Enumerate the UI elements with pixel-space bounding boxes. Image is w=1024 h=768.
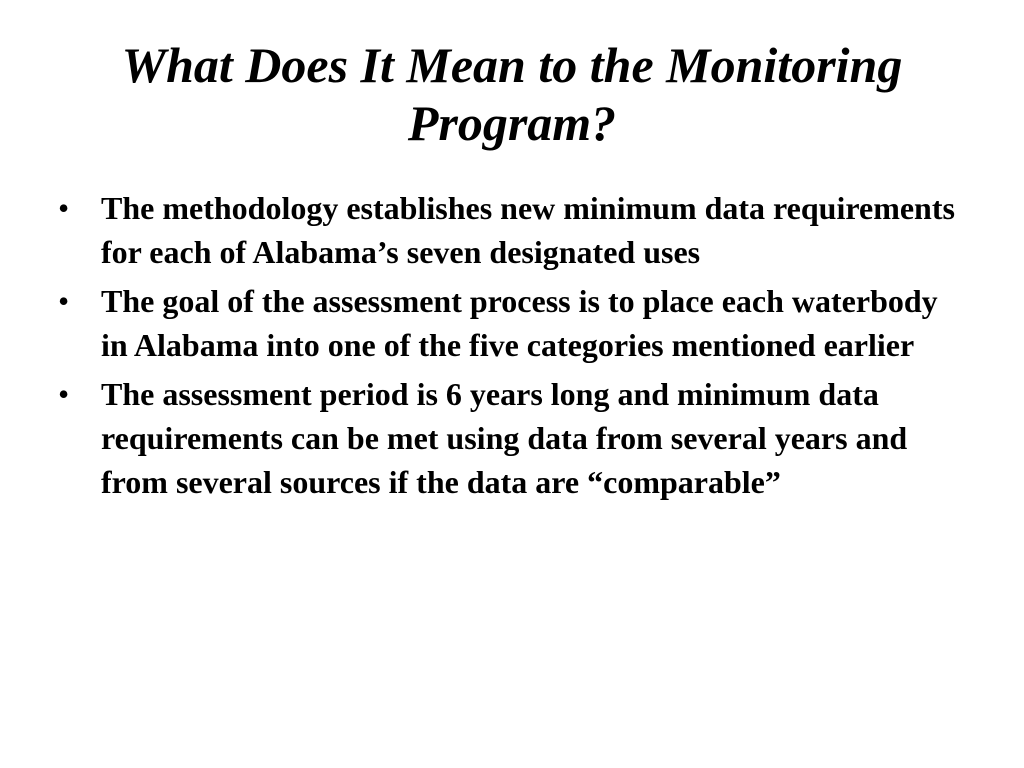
bullet-icon: • <box>58 376 70 412</box>
bullet-list <box>58 186 968 509</box>
bullet-item <box>58 279 968 367</box>
bullet-text: The methodology establishes new minimum data requirements for each of Alabama’s seven designated uses <box>101 190 955 270</box>
bullet-icon: • <box>58 283 70 319</box>
bullet-text: The goal of the assessment process is to place each waterbody in Alabama into one of the five categories mentioned earlier <box>101 283 938 363</box>
bullet-icon: • <box>58 190 70 226</box>
slide-title: What Does It Mean to the Monitoring Program? <box>121 37 903 151</box>
bullet-text: The assessment period is 6 years long and minimum data requirements can be met using data from several years and from several sources if the data are “comparable” <box>101 376 908 500</box>
bullet-item <box>58 186 968 274</box>
bullet-item <box>58 372 968 504</box>
